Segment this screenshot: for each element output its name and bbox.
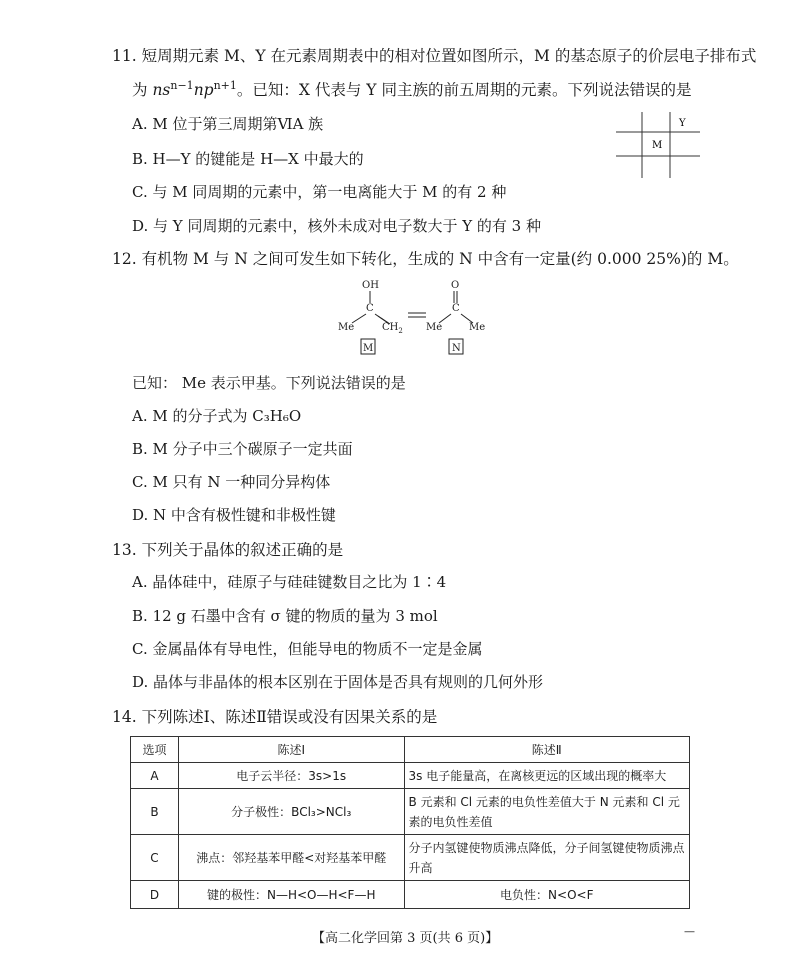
table-row [131,835,690,881]
q11-option-d: D. 与 Y 同周期的元素中，核外未成对电子数大于 Y 的有 3 种 [132,217,541,235]
n-c-label: C [452,303,460,314]
header-statement-1: 陈述Ⅰ [178,737,404,763]
grid-label-y: Y [679,118,686,129]
periodic-table-fragment [612,110,702,180]
table-row [131,789,690,835]
header-option: 选项 [131,737,179,763]
table-row [131,763,690,789]
row-d-option: D [131,881,179,909]
n-o-label: O [451,280,460,291]
q11-stem-line1: 11. 短周期元素 M、Y 在元素周期表中的相对位置如图所示，M 的基态原子的价层电子排布式 [112,47,757,65]
row-c-statement-1: 沸点：邻羟基苯甲醛<对羟基苯甲醛 [178,835,404,881]
row-c-statement-2: 分子内氢键使物质沸点降低，分子间氢键使物质沸点升高 [404,835,689,881]
header-statement-2: 陈述Ⅱ [404,737,689,763]
m-label: M [363,343,374,354]
q13-stem: 13. 下列关于晶体的叙述正确的是 [112,541,344,559]
table-row [131,881,690,909]
q13-option-c: C. 金属晶体有导电性，但能导电的物质不一定是金属 [132,640,483,658]
q12-known: 已知： Me 表示甲基。下列说法错误的是 [132,374,406,392]
m-c-label: C [366,303,374,314]
q11-stem-line2: 为 $ns^{n-1}np^{n+1}$。已知：X 代表与 Y 同主族的前五周期的元素。下列说法错误的是 [132,78,692,99]
row-a-option: A [131,763,179,789]
row-b-statement-1: 分子极性：BCl₃>NCl₃ [178,789,404,835]
row-a-statement-2: 3s 电子能量高，在离核更远的区域出现的概率大 [404,763,689,789]
q13-option-d: D. 晶体与非晶体的根本区别在于固体是否具有规则的几何外形 [132,673,544,691]
q14-table [130,736,690,909]
m-ch2-label: $CH_2$ [382,322,403,335]
q11-option-c: C. 与 M 同周期的元素中，第一电离能大于 M 的有 2 种 [132,183,507,201]
q12-option-d: D. N 中含有极性键和非极性键 [132,506,336,524]
grid-label-m: M [652,140,663,151]
m-me-label: Me [338,322,355,333]
q12-stem: 12. 有机物 M 与 N 之间可发生如下转化，生成的 N 中含有一定量(约 0.000 25%)的 M。 [112,250,739,268]
table-header-row [131,737,690,763]
row-b-option: B [131,789,179,835]
row-a-statement-1: 电子云半径：3s>1s [178,763,404,789]
n-label: N [452,343,461,354]
q12-option-a: A. M 的分子式为 C₃H₆O [132,407,302,425]
q12-option-c: C. M 只有 N 一种同分异构体 [132,473,331,491]
m-oh-label: OH [362,280,379,291]
page-footer: 【高二化学回第 3 页(共 6 页)】 [312,931,499,946]
q13-option-a: A. 晶体硅中，硅原子与硅硅键数目之比为 1∶4 [132,573,447,591]
q13-option-b: B. 12 g 石墨中含有 σ 键的物质的量为 3 mol [132,607,438,625]
m-n-structure-diagram [330,278,500,358]
row-d-statement-2: 电负性：N<O<F [404,881,689,909]
q11-option-a: A. M 位于第三周期第ⅥA 族 [132,115,324,133]
q11-option-b: B. H—Y 的键能是 H—X 中最大的 [132,150,364,168]
q12-option-b: B. M 分子中三个碳原子一定共面 [132,440,353,458]
row-b-statement-2: B 元素和 Cl 元素的电负性差值大于 N 元素和 Cl 元素的电负性差值 [404,789,689,835]
row-d-statement-1: 键的极性：N—H<O—H<F—H [178,881,404,909]
footer-mark: — [684,925,695,938]
q14-stem: 14. 下列陈述Ⅰ、陈述Ⅱ错误或没有因果关系的是 [112,708,438,726]
n-me2-label: Me [469,322,486,333]
n-me1-label: Me [426,322,443,333]
row-c-option: C [131,835,179,881]
